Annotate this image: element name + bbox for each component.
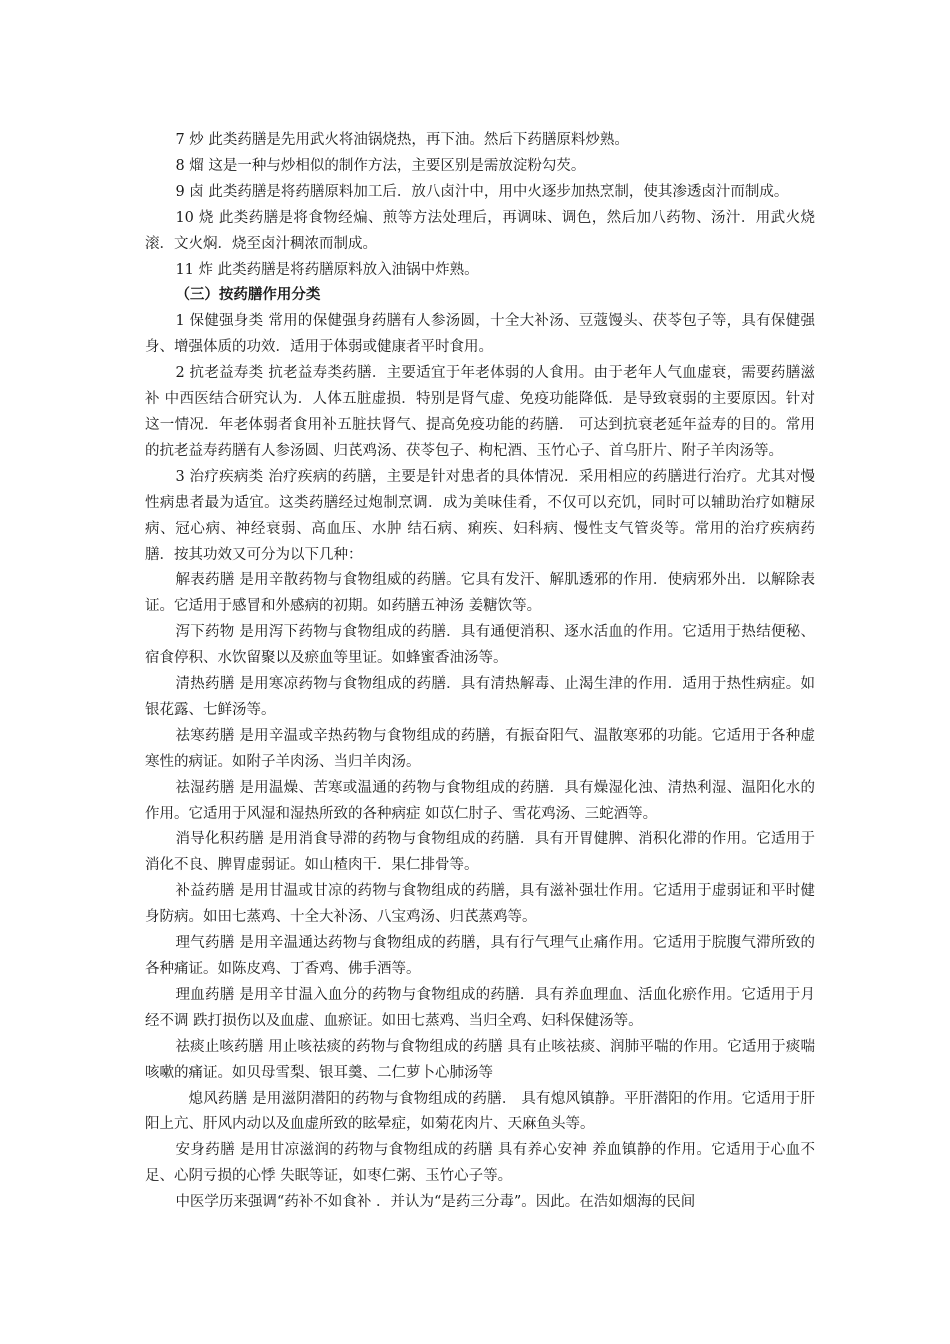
paragraph-qingre: 清热药膳 是用寒凉药物与食物组成的药膳．具有清热解毒、止渴生津的作用．适用于热性病症。如银花露、七鲜汤等。 — [145, 676, 815, 718]
paragraph-qutan: 祛痰止咳药膳 用止咳祛痰的药物与食物组成的药膳 具有止咳祛痰、润肺平喘的作用。它适用于痰喘咳嗽的痛证。如贝母雪梨、银耳羹、二仁萝卜心肺汤等 — [145, 1038, 815, 1081]
paragraph-deep-fry: 11 炸 此类药膳是将药膳原料放入油锅中炸熟。 — [175, 261, 479, 278]
paragraph-health-category: 1 保健强身类 常用的保健强身药膳有人参汤圆，十全大补汤、豆蔻馒头、茯苓包子等，具有保健强身、增强体质的功效．适用于体弱或健康者平时食用。 — [145, 313, 815, 356]
paragraph-qushi: 祛湿药膳 是用温燥、苦寒或温通的药物与食物组成的药膳．具有燥湿化浊、清热利湿、温阳化水的作用。它适用于风湿和湿热所致的各种病症 如苡仁肘子、雪花鸡汤、三蛇酒等。 — [145, 779, 815, 822]
paragraph-anti-aging-category: 2 抗老益寿类 抗老益寿类药膳．主要适宜于年老体弱的人食用。由于老年人气血虚衰，需要药膳滋补 中西医结合研究认为．人体五脏虚损．特别是肾气虚、免疫功能降低．是导致衰弱的主要原因。针对这一情况．年老体弱者食用补五脏扶肾气、提高免疫功能的药膳． 可达到抗衰老延年益寿的目的。常用的抗老益寿药膳有人参汤圆、归芪鸡汤、茯苓包子、枸杞酒、玉竹心子、首乌肝片、附子羊肉汤等。 — [145, 365, 815, 459]
paragraph-buyi: 补益药膳 是用甘温或甘凉的药物与食物组成的药膳，具有滋补强壮作用。它适用于虚弱证和平时健身防病。如田七蒸鸡、十全大补汤、八宝鸡汤、归芪蒸鸡等。 — [145, 883, 815, 926]
document-page — [145, 128, 815, 1216]
paragraph-braise-lu: 9 卤 此类药膳是将药膳原料加工后．放八卤汁中，用中火逐步加热烹制，使其渗透卤汁而制成。 — [175, 183, 789, 200]
paragraph-treatment-category: 3 治疗疾病类 治疗疾病的药膳，主要是针对患者的具体情况．采用相应的药膳进行治疗。尤其对慢性病患者最为适宜。这类药膳经过炮制烹调．成为美味佳肴，不仅可以充饥，同时可以辅助治疗如糖尿病、冠心病、神经衰弱、高血压、水肿 结石病、痢疾、妇科病、慢性支气管炎等。常用的治疗疾病药膳．按其功效又可分为以下几种： — [145, 468, 815, 563]
paragraph-xiexia: 泻下药物 是用泻下药物与食物组成的药膳．具有通便消积、逐水活血的作用。它适用于热结便秘、宿食停积、水饮留聚以及瘀血等里证。如蜂蜜香油汤等。 — [145, 624, 815, 667]
paragraph-closing: 中医学历来强调“药补不如食补 ．并认为“是药三分毒”。因此。在浩如烟海的民间 — [175, 1194, 696, 1211]
paragraph-quhan: 祛寒药膳 是用辛温或辛热药物与食物组成的药膳，有振奋阳气、温散寒邪的功能。它适用于各种虚寒性的病证。如附子羊肉汤、当归羊肉汤。 — [145, 727, 815, 770]
paragraph-liqi: 理气药膳 是用辛温通达药物与食物组成的药膳，具有行气理气止痛作用。它适用于脘腹气滞所致的各种痛证。如陈皮鸡、丁香鸡、佛手酒等。 — [145, 935, 815, 977]
paragraph-xifeng: 熄风药膳 是用滋阴潜阳的药物与食物组成的药膳． 具有熄风镇静。平肝潜阳的作用。它适用于肝阳上亢、肝风内动以及血虚所致的眩晕症，如菊花肉片、天麻鱼头等。 — [145, 1090, 815, 1133]
paragraph-lixue: 理血药膳 是用辛甘温入血分的药物与食物组成的药膳．具有养血理血、活血化瘀作用。它适用于月经不调 跌打损伤以及血虚、血瘀证。如田七蒸鸡、当归全鸡、妇科保健汤等。 — [145, 986, 815, 1029]
paragraph-xiaodao: 消导化积药膳 是用消食导滞的药物与食物组成的药膳．具有开胃健脾、消积化滞的作用。它适用于消化不良、脾胃虚弱证。如山楂肉干．果仁排骨等。 — [145, 831, 815, 874]
paragraph-jiebiao: 解表药膳 是用辛散药物与食物组威的药膳。它具有发汗、解肌透邪的作用．使病邪外出．以解除表证。它适用于感冒和外感病的初期。如药膳五神汤 姜糖饮等。 — [145, 572, 815, 615]
section-heading: （三）按药膳作用分类 — [175, 287, 321, 304]
paragraph-liu: 8 熘 这是一种与炒相似的制作方法，主要区别是需放淀粉勾芡。 — [175, 157, 586, 174]
paragraph-stir-fry: 7 炒 此类药膳是先用武火将油锅烧热，再下油。然后下药膳原料炒熟。 — [175, 132, 629, 148]
paragraph-shao: 10 烧 此类药膳是将食物经煸、煎等方法处理后，再调味、调色，然后加八药物、汤汁．用武火烧滚．文火焖．烧至卤汁稠浓而制成。 — [145, 209, 815, 252]
paragraph-anshen: 安身药膳 是用甘凉滋润的药物与食物组成的药膳 具有养心安神 养血镇静的作用。它适用于心血不足、心阴亏损的心悸 失眠等证，如枣仁粥、玉竹心子等。 — [145, 1142, 815, 1185]
